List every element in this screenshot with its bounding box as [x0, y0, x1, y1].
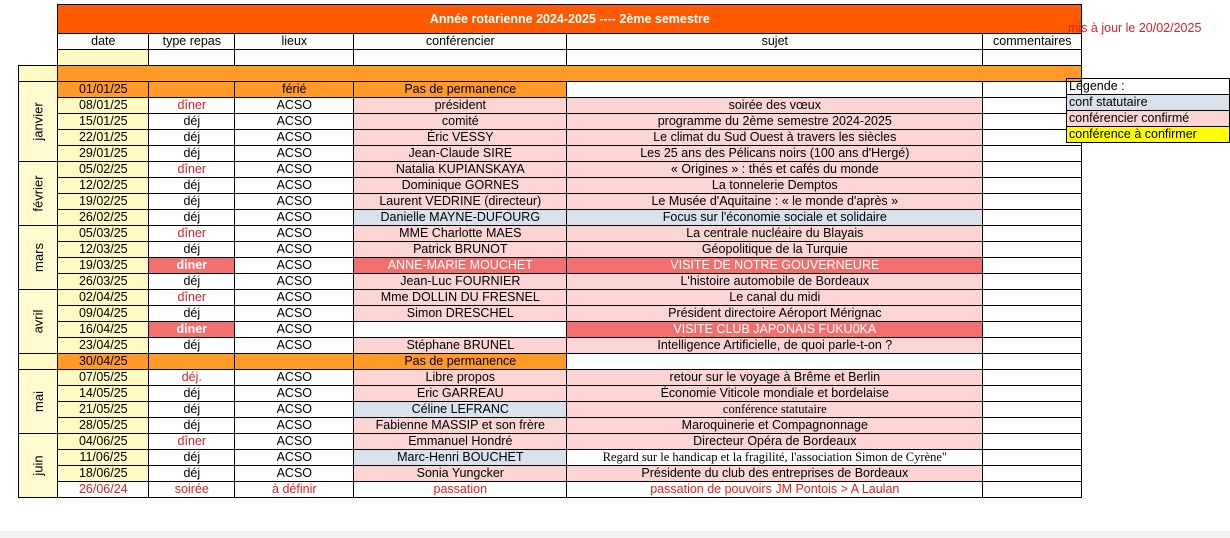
- cell-sujet: Intelligence Artificielle, de quoi parle-t-on ?: [567, 338, 983, 354]
- cell-lieux: ACSO: [235, 434, 354, 450]
- cell-lieux: ACSO: [235, 418, 354, 434]
- cell-conferencier: Libre propos: [354, 370, 567, 386]
- cell-repas: déj: [149, 130, 235, 146]
- cell-repas: déj: [149, 178, 235, 194]
- cell-lieux: ACSO: [235, 194, 354, 210]
- header-conferencier: conférencier: [354, 34, 567, 50]
- cell-repas: déj: [149, 402, 235, 418]
- cell-commentaires: [983, 162, 1082, 178]
- schedule-row: [19, 418, 1082, 434]
- cell-sujet: VISITE CLUB JAPONAIS FUKU0KA: [567, 322, 983, 338]
- month-label-janvier: janvier: [19, 82, 58, 162]
- cell-date: 19/03/25: [58, 258, 149, 274]
- schedule-row: [19, 226, 1082, 242]
- cell-conferencier: Laurent VEDRINE (directeur): [354, 194, 567, 210]
- month-label-mars: mars: [19, 226, 58, 290]
- cell-sujet: programme du 2ème semestre 2024-2025: [567, 114, 983, 130]
- cell-date: 26/06/24: [58, 482, 149, 498]
- cell-conferencier: président: [354, 98, 567, 114]
- month-label-avril: avril: [19, 290, 58, 354]
- cell-date: 01/01/25: [58, 82, 149, 98]
- cell-commentaires: [983, 386, 1082, 402]
- cell-lieux: férié: [235, 82, 354, 98]
- cell-conferencier: Mme DOLLIN DU FRESNEL: [354, 290, 567, 306]
- cell-lieux: ACSO: [235, 130, 354, 146]
- cell-commentaires: [983, 210, 1082, 226]
- cell-date: 29/01/25: [58, 146, 149, 162]
- cell-repas: déj: [149, 466, 235, 482]
- cell-conferencier: MME Charlotte MAES: [354, 226, 567, 242]
- cell-conferencier: Natalia KUPIANSKAYA: [354, 162, 567, 178]
- cell-commentaires: [983, 338, 1082, 354]
- cell-commentaires: [983, 258, 1082, 274]
- cell-sujet: Le canal du midi: [567, 290, 983, 306]
- cell-commentaires: [983, 354, 1082, 370]
- schedule-row: [19, 82, 1082, 98]
- cell-sujet: Le Musée d'Aquitaine : « le monde d'après »: [567, 194, 983, 210]
- cell-lieux: ACSO: [235, 402, 354, 418]
- cell-date: 22/01/25: [58, 130, 149, 146]
- cell-repas: diner: [149, 322, 235, 338]
- header-sujet: sujet: [567, 34, 983, 50]
- cell-sujet: soirée des vœux: [567, 98, 983, 114]
- cell-date: 28/05/25: [58, 418, 149, 434]
- schedule-row: [19, 146, 1082, 162]
- schedule-row: [19, 162, 1082, 178]
- cell-lieux: ACSO: [235, 210, 354, 226]
- cell-lieux: ACSO: [235, 290, 354, 306]
- cell-date: 16/04/25: [58, 322, 149, 338]
- cell-repas: déj.: [149, 370, 235, 386]
- cell-repas: [149, 354, 235, 370]
- cell-repas: dîner: [149, 290, 235, 306]
- cell-conferencier: Stéphane BRUNEL: [354, 338, 567, 354]
- cell-sujet: Regard sur le handicap et la fragilité, l'association Simon de Cyrène": [567, 450, 983, 466]
- legend-title: Légende :: [1067, 79, 1230, 95]
- blank-row: [19, 50, 1082, 66]
- cell-commentaires: [983, 450, 1082, 466]
- cell-date: 05/02/25: [58, 162, 149, 178]
- cell-date: 04/06/25: [58, 434, 149, 450]
- schedule-row: [19, 210, 1082, 226]
- cell-lieux: ACSO: [235, 162, 354, 178]
- month-label-mai: mai: [19, 370, 58, 434]
- cell-commentaires: [983, 242, 1082, 258]
- cell-sujet: La centrale nucléaire du Blayais: [567, 226, 983, 242]
- schedule-row: [19, 466, 1082, 482]
- cell-conferencier: Éric VESSY: [354, 130, 567, 146]
- cell-conferencier: Pas de permanence: [354, 354, 567, 370]
- schedule-row: [19, 258, 1082, 274]
- cell-commentaires: [983, 226, 1082, 242]
- schedule-row: [19, 114, 1082, 130]
- cell-conferencier: ANNE-MARIE MOUCHET: [354, 258, 567, 274]
- cell-sujet: La tonnelerie Demptos: [567, 178, 983, 194]
- cell-repas: déj: [149, 450, 235, 466]
- cell-conferencier: Pas de permanence: [354, 82, 567, 98]
- cell-date: 30/04/25: [58, 354, 149, 370]
- cell-lieux: ACSO: [235, 242, 354, 258]
- cell-lieux: ACSO: [235, 322, 354, 338]
- update-note: mis à jour le 20/02/2025: [1068, 21, 1202, 35]
- cell-sujet: retour sur le voyage à Brême et Berlin: [567, 370, 983, 386]
- cell-lieux: ACSO: [235, 386, 354, 402]
- header-row: [19, 34, 1082, 50]
- cell-lieux: ACSO: [235, 370, 354, 386]
- cell-conferencier: Marc-Henri BOUCHET: [354, 450, 567, 466]
- cell-lieux: ACSO: [235, 450, 354, 466]
- cell-commentaires: [983, 434, 1082, 450]
- schedule-row: [19, 290, 1082, 306]
- schedule-row: [19, 322, 1082, 338]
- cell-repas: déj: [149, 274, 235, 290]
- cell-date: 12/03/25: [58, 242, 149, 258]
- header-commentaires: commentaires: [983, 34, 1082, 50]
- cell-conferencier: passation: [354, 482, 567, 498]
- cell-date: 12/02/25: [58, 178, 149, 194]
- cell-date: 21/05/25: [58, 402, 149, 418]
- cell-commentaires: [983, 482, 1082, 498]
- cell-date: 26/03/25: [58, 274, 149, 290]
- title-row: [19, 5, 1082, 34]
- cell-repas: déj: [149, 194, 235, 210]
- cell-commentaires: [983, 322, 1082, 338]
- cell-conferencier: Patrick BRUNOT: [354, 242, 567, 258]
- cell-conferencier: [354, 322, 567, 338]
- cell-date: 26/02/25: [58, 210, 149, 226]
- schedule-row: [19, 386, 1082, 402]
- cell-date: 02/04/25: [58, 290, 149, 306]
- cell-lieux: ACSO: [235, 338, 354, 354]
- cell-repas: déj: [149, 242, 235, 258]
- schedule-row: [19, 306, 1082, 322]
- schedule-row: [19, 194, 1082, 210]
- cell-sujet: Les 25 ans des Pélicans noirs (100 ans d'Hergé): [567, 146, 983, 162]
- schedule-row: [19, 338, 1082, 354]
- cell-date: 11/06/25: [58, 450, 149, 466]
- cell-commentaires: [983, 146, 1082, 162]
- cell-lieux: ACSO: [235, 274, 354, 290]
- cell-repas: déj: [149, 386, 235, 402]
- schedule-row: [19, 354, 1082, 370]
- month-label-juin: juin: [19, 434, 58, 498]
- cell-commentaires: [983, 466, 1082, 482]
- cell-conferencier: Dominique GORNES: [354, 178, 567, 194]
- cell-commentaires: [983, 194, 1082, 210]
- cell-commentaires: [983, 306, 1082, 322]
- cell-sujet: Focus sur l'économie sociale et solidaire: [567, 210, 983, 226]
- cell-date: 07/05/25: [58, 370, 149, 386]
- cell-date: 23/04/25: [58, 338, 149, 354]
- cell-sujet: Économie Viticole mondiale et bordelaise: [567, 386, 983, 402]
- cell-repas: soirée: [149, 482, 235, 498]
- legend-to-confirm: conférence à confirmer: [1067, 127, 1230, 143]
- cell-date: 09/04/25: [58, 306, 149, 322]
- schedule-row: [19, 450, 1082, 466]
- cell-commentaires: [983, 370, 1082, 386]
- cell-sujet: conférence statutaire: [567, 402, 983, 418]
- month-label-fevrier: février: [19, 162, 58, 226]
- cell-lieux: ACSO: [235, 98, 354, 114]
- cell-sujet: L'histoire automobile de Bordeaux: [567, 274, 983, 290]
- cell-lieux: ACSO: [235, 114, 354, 130]
- cell-commentaires: [983, 274, 1082, 290]
- cell-conferencier: comité: [354, 114, 567, 130]
- legend: [1066, 78, 1230, 143]
- schedule-row: [19, 242, 1082, 258]
- cell-repas: déj: [149, 418, 235, 434]
- header-lieux: lieux: [235, 34, 354, 50]
- schedule-row: [19, 402, 1082, 418]
- cell-date: 08/01/25: [58, 98, 149, 114]
- cell-sujet: VISITE DE NOTRE GOUVERNEURE: [567, 258, 983, 274]
- legend-confirmed: conférencier confirmé: [1067, 111, 1230, 127]
- cell-lieux: ACSO: [235, 226, 354, 242]
- header-type-repas: type repas: [149, 34, 235, 50]
- cell-lieux: à définir: [235, 482, 354, 498]
- schedule-row: [19, 130, 1082, 146]
- cell-repas: déj: [149, 338, 235, 354]
- cell-lieux: ACSO: [235, 258, 354, 274]
- cell-repas: dîner: [149, 162, 235, 178]
- cell-conferencier: Jean-Luc FOURNIER: [354, 274, 567, 290]
- cell-sujet: [567, 354, 983, 370]
- cell-sujet: [567, 82, 983, 98]
- cell-lieux: ACSO: [235, 178, 354, 194]
- cell-date: 19/02/25: [58, 194, 149, 210]
- cell-sujet: Maroquinerie et Compagnonnage: [567, 418, 983, 434]
- cell-repas: déj: [149, 146, 235, 162]
- schedule-table: [18, 4, 1082, 498]
- spacer-row: [19, 66, 1082, 82]
- cell-commentaires: [983, 290, 1082, 306]
- cell-repas: dîner: [149, 226, 235, 242]
- cell-commentaires: [983, 402, 1082, 418]
- cell-commentaires: [983, 418, 1082, 434]
- cell-lieux: ACSO: [235, 306, 354, 322]
- cell-date: 15/01/25: [58, 114, 149, 130]
- cell-sujet: Le climat du Sud Ouest à travers les siècles: [567, 130, 983, 146]
- cell-sujet: Présidente du club des entreprises de Bordeaux: [567, 466, 983, 482]
- schedule-row: [19, 370, 1082, 386]
- cell-sujet: passation de pouvoirs JM Pontois > A Laulan: [567, 482, 983, 498]
- cell-conferencier: Céline LEFRANC: [354, 402, 567, 418]
- cell-date: 05/03/25: [58, 226, 149, 242]
- cell-conferencier: Danielle MAYNE-DUFOURG: [354, 210, 567, 226]
- legend-statutory: conf statutaire: [1067, 95, 1230, 111]
- cell-repas: dîner: [149, 98, 235, 114]
- cell-date: 14/05/25: [58, 386, 149, 402]
- cell-repas: dîner: [149, 434, 235, 450]
- schedule-title: Année rotarienne 2024-2025 ---- 2ème semestre: [58, 5, 1082, 34]
- schedule-row: [19, 274, 1082, 290]
- cell-repas: déj: [149, 114, 235, 130]
- cell-sujet: Président directoire Aéroport Mérignac: [567, 306, 983, 322]
- cell-conferencier: Sonia Yungcker: [354, 466, 567, 482]
- cell-lieux: ACSO: [235, 466, 354, 482]
- cell-sujet: Directeur Opéra de Bordeaux: [567, 434, 983, 450]
- cell-conferencier: Jean-Claude SIRE: [354, 146, 567, 162]
- cell-repas: [149, 82, 235, 98]
- schedule-row: [19, 178, 1082, 194]
- cell-repas: diner: [149, 258, 235, 274]
- cell-conferencier: Simon DRESCHEL: [354, 306, 567, 322]
- cell-repas: déj: [149, 210, 235, 226]
- schedule-row: [19, 98, 1082, 114]
- schedule-row: [19, 482, 1082, 498]
- schedule-row: [19, 434, 1082, 450]
- cell-conferencier: Fabienne MASSIP et son frère: [354, 418, 567, 434]
- cell-date: 18/06/25: [58, 466, 149, 482]
- header-date: date: [58, 34, 149, 50]
- cell-sujet: Géopolitique de la Turquie: [567, 242, 983, 258]
- cell-conferencier: Emmanuel Hondré: [354, 434, 567, 450]
- cell-lieux: ACSO: [235, 146, 354, 162]
- cell-commentaires: [983, 178, 1082, 194]
- cell-sujet: « Origines » : thés et cafés du monde: [567, 162, 983, 178]
- cell-conferencier: Eric GARREAU: [354, 386, 567, 402]
- cell-repas: déj: [149, 306, 235, 322]
- cell-lieux: [235, 354, 354, 370]
